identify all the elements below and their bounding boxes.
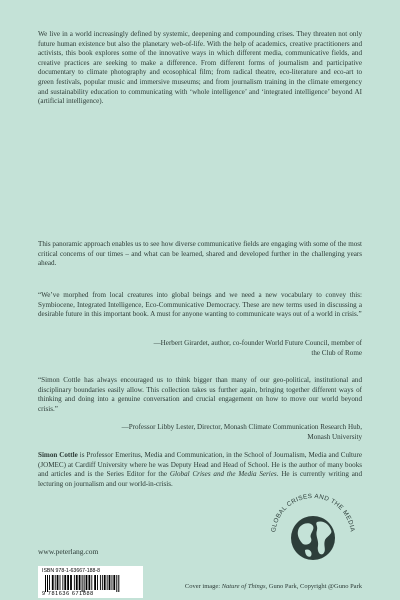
bio-text-end: . He is currently writing and lecturing on journalism and our world-in-crisis. bbox=[38, 470, 362, 488]
author-name: Simon Cottle bbox=[38, 451, 78, 459]
credit-title: Nature of Things bbox=[221, 583, 266, 590]
endorsement-attribution-2 bbox=[38, 423, 362, 442]
barcode-bars bbox=[42, 575, 139, 592]
isbn-label: ISBN 978-1-63667-188-8 bbox=[42, 568, 100, 574]
series-logo bbox=[263, 480, 363, 580]
series-logo-text: GLOBAL CRISES AND THE MEDIA bbox=[270, 492, 356, 533]
description-paragraph-2: This panoramic approach enables us to see how diverse communicative fields are engaging with some of the most critical concerns of our times – and what can be learned, shared and developed further in the challenging years ahead. bbox=[38, 240, 362, 268]
cover-credit bbox=[185, 583, 362, 590]
bio-text: is Professor Emeritus, Media and Communication, in the School of Journalism, Media and Culture (JOMEC) at Cardiff University where he was Deputy Head and Head of School. He is the author of many books and articles and is the Series Editor for the bbox=[38, 451, 363, 479]
attribution-line: —Herbert Girardet, author, co-founder World Future Council, member of bbox=[153, 339, 362, 347]
attribution-line: the Club of Rome bbox=[311, 348, 362, 357]
attribution-line: Monash University bbox=[307, 432, 362, 441]
globe-icon bbox=[291, 516, 335, 560]
endorsement-attribution-1 bbox=[38, 339, 362, 358]
endorsement-quote-2: “Simon Cottle has always encouraged us to think bigger than many of our geo-political, institutional and disciplinary boundaries easily allow. This collection takes us further again, bringing together different ways of thinking and doing into a genuine conversation and crucial engagement on how to move our world beyond crisis.” bbox=[38, 376, 362, 413]
publisher-website[interactable]: www.peterlang.com bbox=[38, 547, 99, 556]
credit-prefix: Cover image: bbox=[184, 583, 222, 590]
endorsement-quote-1: “We’ve morphed from local creatures into global beings and we need a new vocabulary to convey this: Symbiocene, Integrated Intelligence, Eco-Communicative Democracy. These are new terms used in discussing a desirable future in this important book. A must for anyone wanting to communicate ways out of a world in crisis.” bbox=[38, 291, 362, 319]
description-paragraph-1: We live in a world increasingly defined by systemic, deepening and compounding crises. They threaten not only future human existence but also the planetary web-of-life. With the help of academics, creative practitioners and activists, this book explores some of the innovative ways in which different media, communicative fields, and creative practices are seeking to make a difference. From different forms of journalism and participative documentary to climate photography and ecosophical film; from radical theatre, eco-literature and eco-art to green festivals, popular music and immersive museums; and from journalism training in the climate emergency and sustainability education to communicating with ‘whole intelligence’ and ‘integrated intelligence’ beyond AI (artificial intelligence). bbox=[38, 30, 362, 106]
credit-suffix: , Guno Park, Copyright @Guno Park bbox=[265, 583, 362, 590]
barcode-digits: 9 781636 671888 bbox=[42, 591, 94, 597]
attribution-line: —Professor Libby Lester, Director, Monash Climate Communication Research Hub, bbox=[121, 423, 362, 431]
isbn-barcode bbox=[38, 566, 143, 598]
series-title: Global Crises and the Media Series bbox=[169, 470, 277, 479]
